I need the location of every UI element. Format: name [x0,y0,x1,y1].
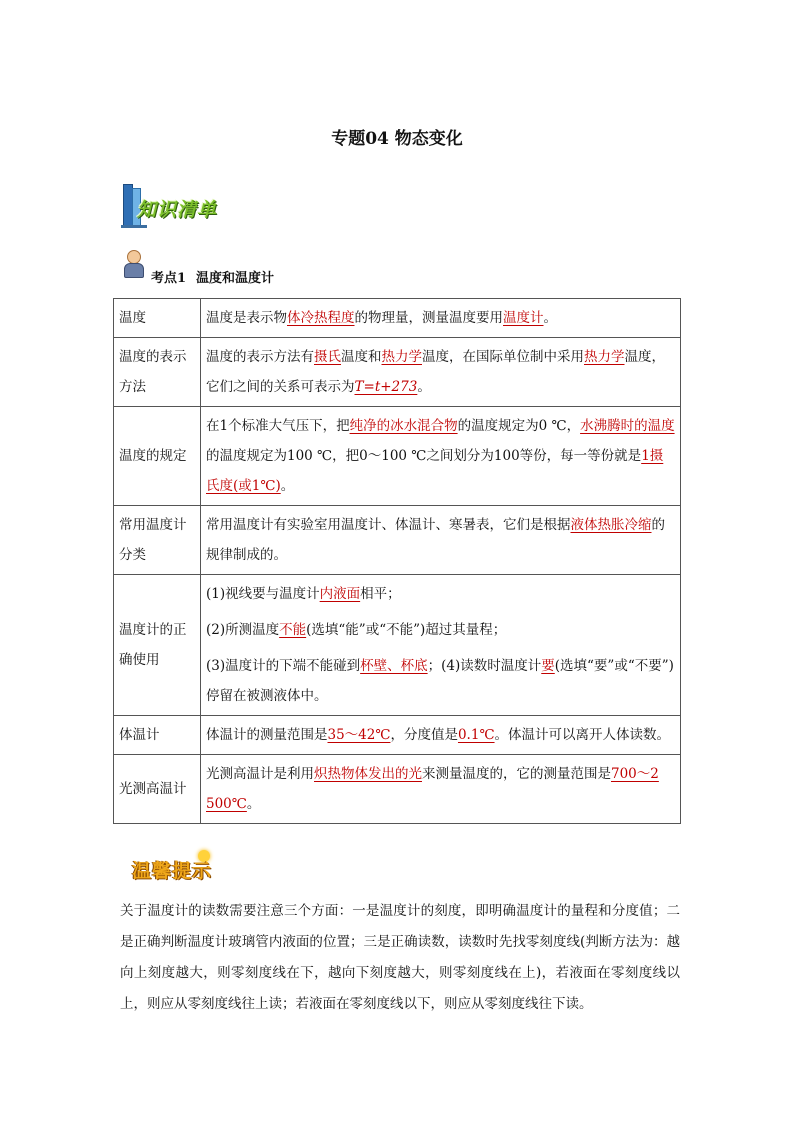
answer-text: 温度计 [503,310,544,326]
table-row [114,299,681,338]
person-icon [121,250,145,278]
usage-line: (2)所测温度不能(选填“能”或“不能”)超过其量程； [206,622,507,638]
row-label: 温度计的正确使用 [114,575,201,716]
answer-text: 1摄氏度(或1℃) [206,448,664,494]
answer-text: 水沸腾时的温度 [580,418,675,434]
row-content: 光测高温计是利用炽热物体发出的光来测量温度的，它的测量范围是700～2 500℃。 [201,755,681,824]
answer-text: 0.1℃ [457,727,495,743]
knowledge-list-banner [121,181,241,231]
answer-text: 炽热物体发出的光 [314,766,422,782]
row-label: 常用温度计分类 [114,506,201,575]
knowledge-table [113,298,681,824]
answer-formula: T=t+273 [354,379,418,395]
answer-text: 内液面 [319,586,361,602]
row-label: 体温计 [114,716,201,755]
tip-heading: 温馨提示 [132,860,213,882]
row-label: 温度 [114,299,201,338]
answer-text: 要 [541,658,555,674]
answer-text: 体冷热程度 [287,310,355,326]
answer-text: 摄氏 [314,349,341,365]
table-row [114,755,681,824]
answer-text: 热力学 [584,349,625,365]
row-content [201,575,681,716]
table-row [114,407,681,506]
row-label: 温度的规定 [114,407,201,506]
answer-text: 不能 [279,622,307,638]
usage-line: (1)视线要与温度计内液面相平； [206,586,401,602]
row-label: 温度的表示方法 [114,338,201,407]
row-content: 温度是表示物体冷热程度的物理量，测量温度要用温度计。 [201,299,681,338]
table-row [114,716,681,755]
warm-tip-banner [126,850,216,886]
row-content: 常用温度计有实验室用温度计、体温计、寒暑表，它们是根据液体热胀冷缩的规律制成的。 [201,506,681,575]
answer-text: 杯壁、杯底 [360,658,428,674]
row-label: 光测高温计 [114,755,201,824]
answer-text: 35～42℃ [327,727,391,743]
row-content: 体温计的测量范围是35～42℃，分度值是0.1℃。体温计可以离开人体读数。 [201,716,681,755]
section-topic: 温度和温度计 [196,271,275,286]
tip-paragraph: 关于温度计的读数需要注意三个方面：一是温度计的刻度，即明确温度计的量程和分度值；二是正确判断温度计玻璃管内液面的位置；三是正确读数，读数时先找零刻度线(判断方法为：越向上刻度越大，则零刻度线在下，越向下刻度越大，则零刻度线在上)，若液面在零刻度线以上，则应从零刻度线往上读；若液面在零刻度线以下，则应从零刻度线往下读。 [120,903,680,1012]
row-content: 温度的表示方法有摄氏温度和热力学温度，在国际单位制中采用热力学温度，它们之间的关系可表示为T=t+273。 [201,338,681,407]
page-title: 专题04 物态变化 [331,129,463,149]
answer-text: 液体热胀冷缩 [570,517,652,533]
row-content: 在1个标准大气压下，把纯净的冰水混合物的温度规定为0 ℃，水沸腾时的温度的温度规定为100 ℃，把0～100 ℃之间划分为100等份，每一等份就是1摄氏度(或1℃)。 [201,407,681,506]
answer-text: 700～2 500℃ [206,766,659,812]
answer-text: 纯净的冰水混合物 [349,418,458,434]
banner-text: 知识清单 [137,199,218,221]
table-row [114,338,681,407]
section-number: 考点1 [151,271,187,286]
answer-text: 热力学 [381,349,422,365]
table-row [114,575,681,716]
table-row [114,506,681,575]
usage-line: (3)温度计的下端不能碰到杯壁、杯底；(4)读数时温度计要(选填“要”或“不要”)停留在被测液体中。 [206,658,674,704]
